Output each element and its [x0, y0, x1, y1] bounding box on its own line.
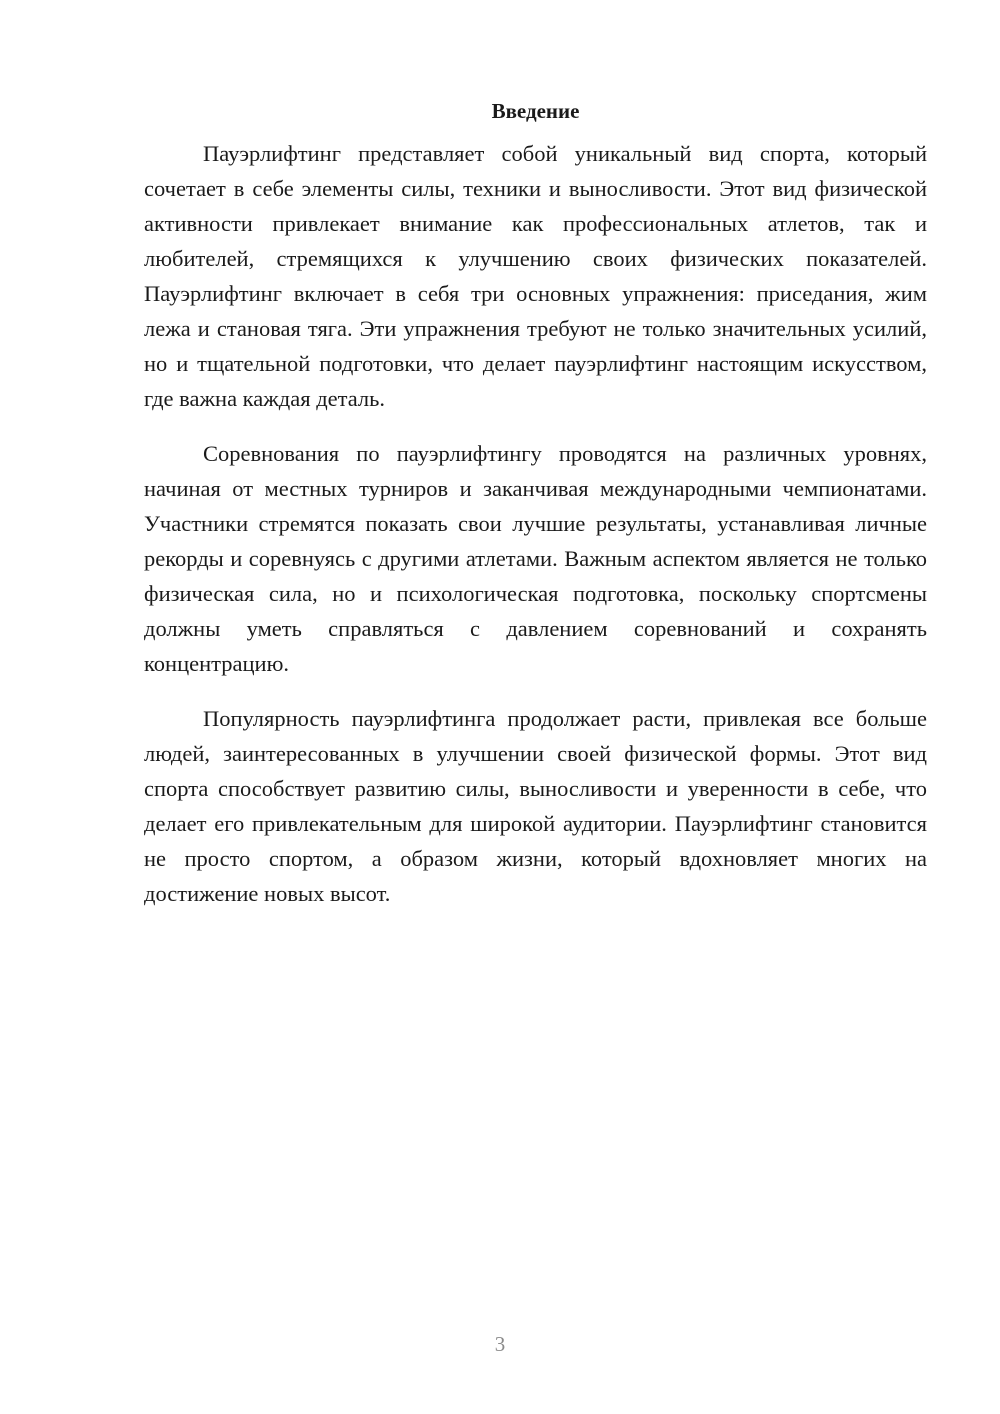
paragraph-1: Пауэрлифтинг представляет собой уникальный вид спорта, который сочетает в себе элементы силы, техники и выносливости. Этот вид физической активности привлекает внимание как профессиональных атлетов, так и любителей, стремящихся к улучшению своих физических показателей. Пауэрлифтинг включает в себя три основных упражнения: приседания, жим лежа и становая тяга. Эти упражнения требуют не только значительных усилий, но и тщательной подготовки, что делает пауэрлифтинг настоящим искусством, где важна каждая деталь.: [144, 141, 927, 411]
paragraph-2: Соревнования по пауэрлифтингу проводятся на различных уровнях, начиная от местных турниров и заканчивая международными чемпионатами. Участники стремятся показать свои лучшие результаты, устанавливая личные рекорды и соревнуясь с другими атлетами. Важным аспектом является не только физическая сила, но и психологическая подготовка, поскольку спортсмены должны уметь справляться с давлением соревнований и сохранять концентрацию.: [144, 441, 927, 676]
page-content: [144, 96, 927, 931]
section-heading: Введение: [491, 99, 580, 123]
paragraph-3: Популярность пауэрлифтинга продолжает расти, привлекая все больше людей, заинтересованных в улучшении своей физической формы. Этот вид спорта способствует развитию силы, выносливости и уверенности в себе, что делает его привлекательным для широкой аудитории. Пауэрлифтинг становится не просто спортом, а образом жизни, который вдохновляет многих на достижение новых высот.: [144, 706, 927, 906]
page-number: 3: [494, 1332, 506, 1356]
